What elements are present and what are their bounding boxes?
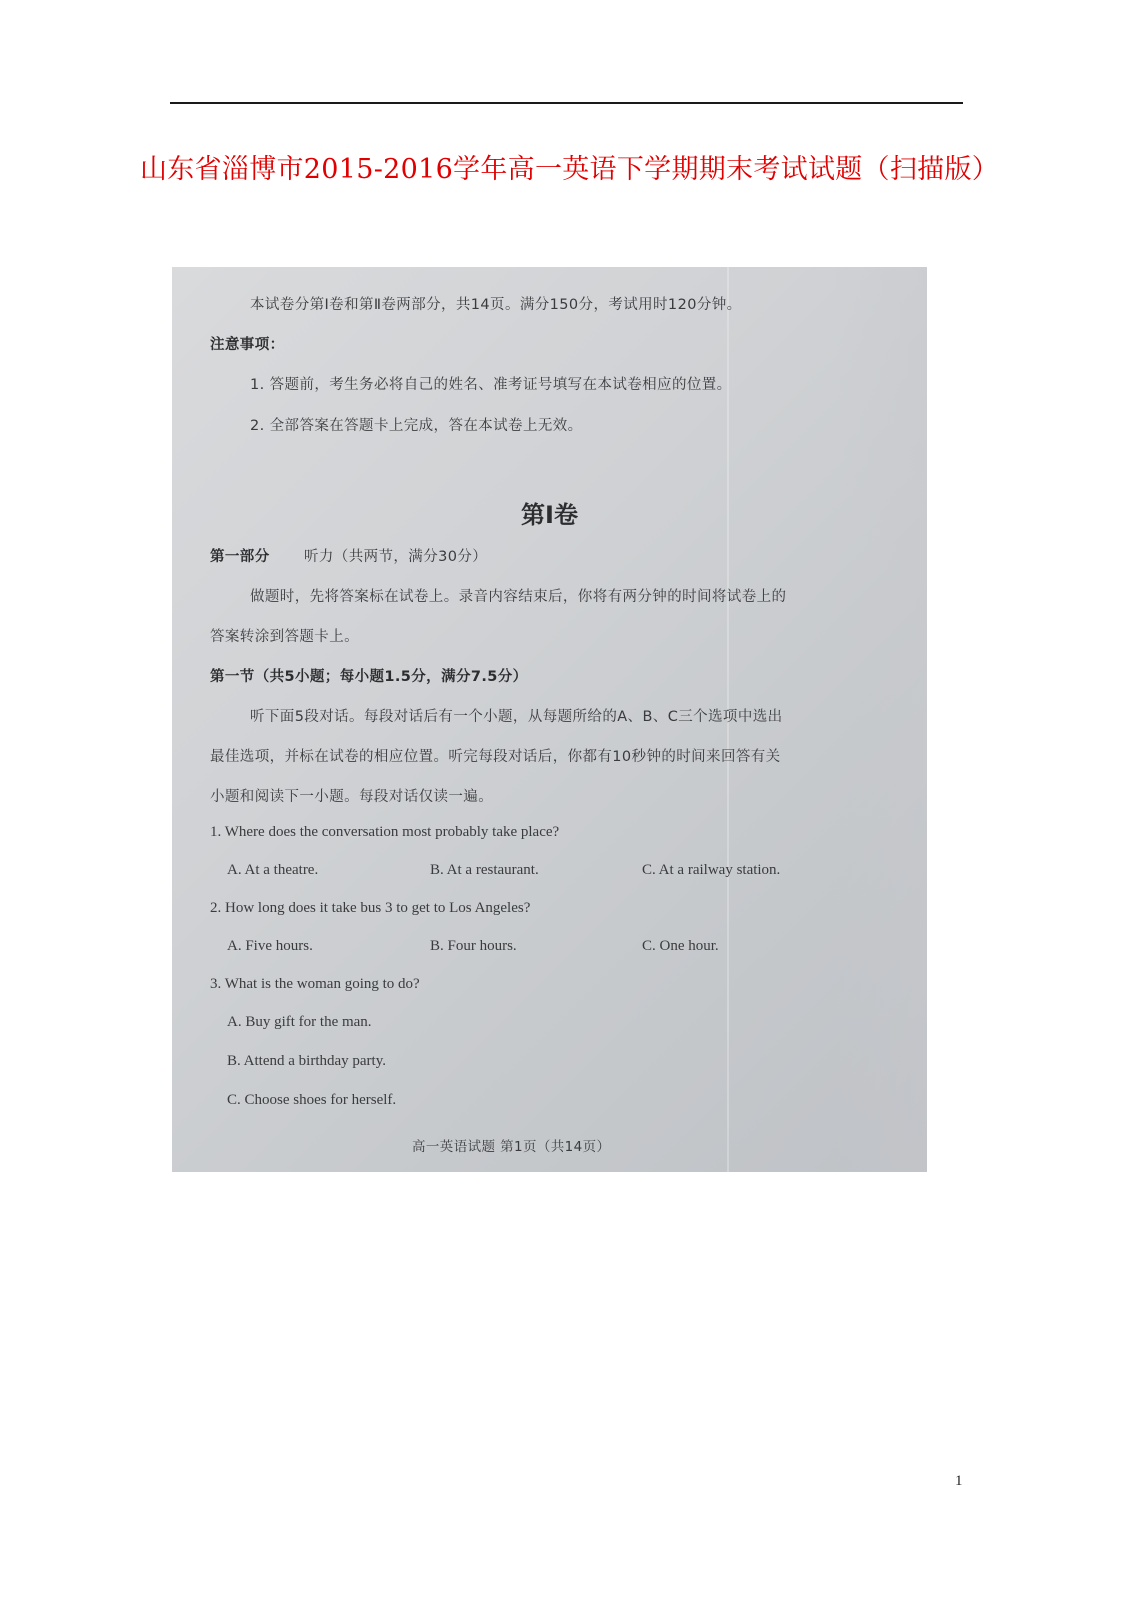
question-2-option-a: A. Five hours. <box>227 938 313 954</box>
question-2-option-b: B. Four hours. <box>430 938 517 954</box>
part-instruction-line-2: 答案转涂到答题卡上。 <box>210 629 359 645</box>
question-1-option-b: B. At a restaurant. <box>430 862 539 878</box>
notes-heading: 注意事项： <box>210 337 285 353</box>
question-1-option-c: C. At a railway station. <box>642 862 781 878</box>
note-1: 1. 答题前，考生务必将自己的姓名、准考证号填写在本试卷相应的位置。 <box>250 377 732 393</box>
question-2-option-c: C. One hour. <box>642 938 719 954</box>
volume-title: 第Ⅰ卷 <box>521 501 578 529</box>
scanned-page-image <box>172 267 927 1172</box>
section-heading: 第一节（共5小题；每小题1.5分，满分7.5分） <box>210 669 528 685</box>
part-heading-title: 听力（共两节，满分30分） <box>304 549 488 565</box>
question-3-option-c: C. Choose shoes for herself. <box>227 1092 397 1108</box>
exam-intro: 本试卷分第Ⅰ卷和第Ⅱ卷两部分，共14页。满分150分，考试用时120分钟。 <box>250 297 742 313</box>
page-number: 1 <box>955 1473 963 1489</box>
section-instruction-line-1: 听下面5段对话。每段对话后有一个小题，从每题所给的A、B、C三个选项中选出 <box>250 709 783 725</box>
section-instruction-line-3: 小题和阅读下一小题。每段对话仅读一遍。 <box>210 789 494 805</box>
section-instruction-line-2: 最佳选项，并标在试卷的相应位置。听完每段对话后，你都有10秒钟的时间来回答有关 <box>210 749 781 765</box>
scan-page-footer: 高一英语试题 第1页（共14页） <box>412 1139 611 1155</box>
header-rule <box>170 102 963 104</box>
question-3: 3. What is the woman going to do? <box>210 976 420 992</box>
question-3-option-a: A. Buy gift for the man. <box>227 1014 372 1030</box>
question-3-option-b: B. Attend a birthday party. <box>227 1053 386 1069</box>
question-1: 1. Where does the conversation most probably take place? <box>210 824 560 840</box>
question-2: 2. How long does it take bus 3 to get to Los Angeles? <box>210 900 531 916</box>
scan-bleed-through <box>832 267 927 1172</box>
part-instruction-line-1: 做题时，先将答案标在试卷上。录音内容结束后，你将有两分钟的时间将试卷上的 <box>250 589 787 605</box>
note-2: 2. 全部答案在答题卡上完成，答在本试卷上无效。 <box>250 418 583 434</box>
part-heading-number: 第一部分 <box>210 549 270 565</box>
question-1-option-a: A. At a theatre. <box>227 862 319 878</box>
document-title: 山东省淄博市2015-2016学年高一英语下学期期末考试试题（扫描版） <box>140 154 1000 185</box>
